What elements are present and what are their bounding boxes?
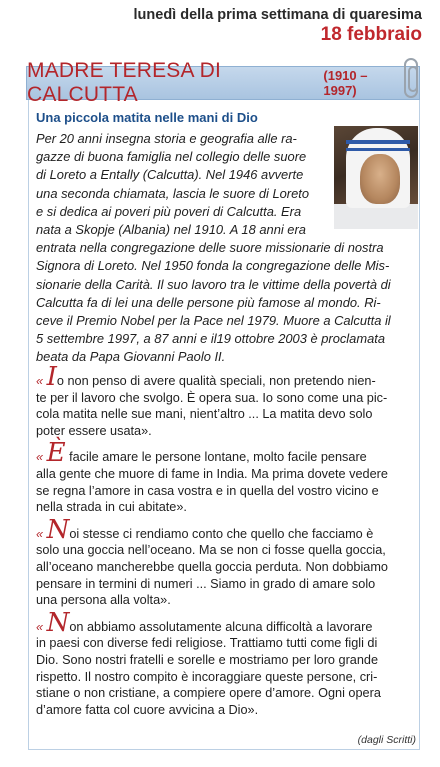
quote-initial: I [46,362,57,392]
quote-line: solo una goccia nell’oceano. Ma se non ci fosse quella goccia, [36,543,386,558]
quote-initial: È [46,438,66,469]
bio-line: sionarie della Carità. Il suo lavoro tra le vittime della povertà di [36,276,391,292]
quote-line: in paesi con diverse fedi religiose. Trattiamo tutti come figli di [36,636,378,651]
quote-line: te per il lavoro che svolgo. È opera sua. Io sono come una pic- [36,390,388,405]
title-banner [26,59,420,106]
source-attribution: (dagli Scritti) [357,734,416,746]
quote-line: nella strada in cui abitate». [36,500,187,515]
bio-line: 5 settembre 1997, a 87 anni e il19 ottobre 2003 è proclamata [36,331,385,347]
bio-line: di Loreto a Entally (Calcutta). Nel 1946 avverte [36,167,304,183]
quote-line: oi stesse ci rendiamo conto che quello che facciamo è [69,526,374,541]
quote-line: o non penso di avere qualità speciali, non pretendo nien- [56,374,376,388]
quote-line: d’amore fatta col cuore avvicina a Dio». [36,702,259,717]
calendar-date: 18 febbraio [320,24,422,45]
quote-first-line [36,438,412,469]
quote-line: all’oceano mancherebbe quella goccia perduta. Non dobbiamo [36,559,388,574]
quotes-section [36,362,412,727]
quote-line: stiane o non cristiane, a compiere opere d’amore. Ogni opera [36,686,381,701]
biography-text [36,130,412,367]
quote-initial: N [46,514,70,545]
section-subtitle: Una piccola matita nelle mani di Dio [36,110,258,125]
quote-block [36,438,412,515]
open-quote-mark: « [36,450,44,465]
quote-block [36,362,412,439]
bio-line: nata a Skopje (Albania) nel 1910. A 18 anni era [36,222,306,238]
bio-line: Calcutta fa di lei una delle persone più famose al mondo. Ri- [36,294,381,310]
liturgical-day: lunedì della prima settimana di quaresima [133,7,422,23]
quote-first-line [36,607,412,638]
quote-line: Dio. Sono nostri fratelli e sorelle e mostriamo per loro grande [36,652,379,667]
bio-line: gazze di buona famiglia nel collegio delle suore [36,149,307,165]
quote-line: una persona alla volta». [36,593,171,608]
quote-line: poter essere usata». [36,423,152,438]
open-quote-mark: « [36,374,44,388]
quote-line: rispetto. Il nostro compito è incoraggiare queste persone, cri- [36,669,378,684]
saint-years: (1910 – 1997) [323,68,368,98]
open-quote-mark: « [36,619,44,634]
bio-line: beata da Papa Giovanni Paolo II. [36,349,226,365]
quote-block [36,607,412,719]
saint-name: MADRE TERESA DI CALCUTTA [27,59,221,106]
quote-line: facile amare le persone lontane, molto facile pensare [65,450,367,465]
bio-line: e si dedica ai poveri più poveri di Calcutta. Era [36,203,302,219]
bio-line: ceve il Premio Nobel per la Pace nel 1979. Muore a Calcutta il [36,313,391,329]
quote-line: se regna l’amore in casa vostra e in quella del vostro vicino e [36,483,379,498]
quote-first-line [36,362,412,392]
quote-line: cola matita nelle sue mani, nient’altro ... La matita devo solo [36,407,373,422]
bio-line: entrata nella congregazione delle suore missionarie di nostra [36,240,384,256]
paperclip-icon [404,58,418,98]
quote-block [36,514,412,609]
quote-line: on abbiamo assolutamente alcuna difficoltà a lavorare [69,619,373,634]
date-header [134,6,422,46]
open-quote-mark: « [36,526,44,541]
bio-line: Signora di Loreto. Nel 1950 fonda la congregazione delle Mis- [36,258,390,274]
bio-line: una seconda chiamata, lascia le suore di Loreto [36,185,310,201]
quote-first-line [36,514,412,545]
quote-line: alla gente che muore di fame in India. Ma prima dovete vedere [36,466,388,481]
bio-line: Per 20 anni insegna storia e geografia alle ra- [36,131,297,146]
quote-initial: N [46,607,70,638]
quote-line: pensare in termini di numeri ... Siamo in grado di amare solo [36,576,376,591]
